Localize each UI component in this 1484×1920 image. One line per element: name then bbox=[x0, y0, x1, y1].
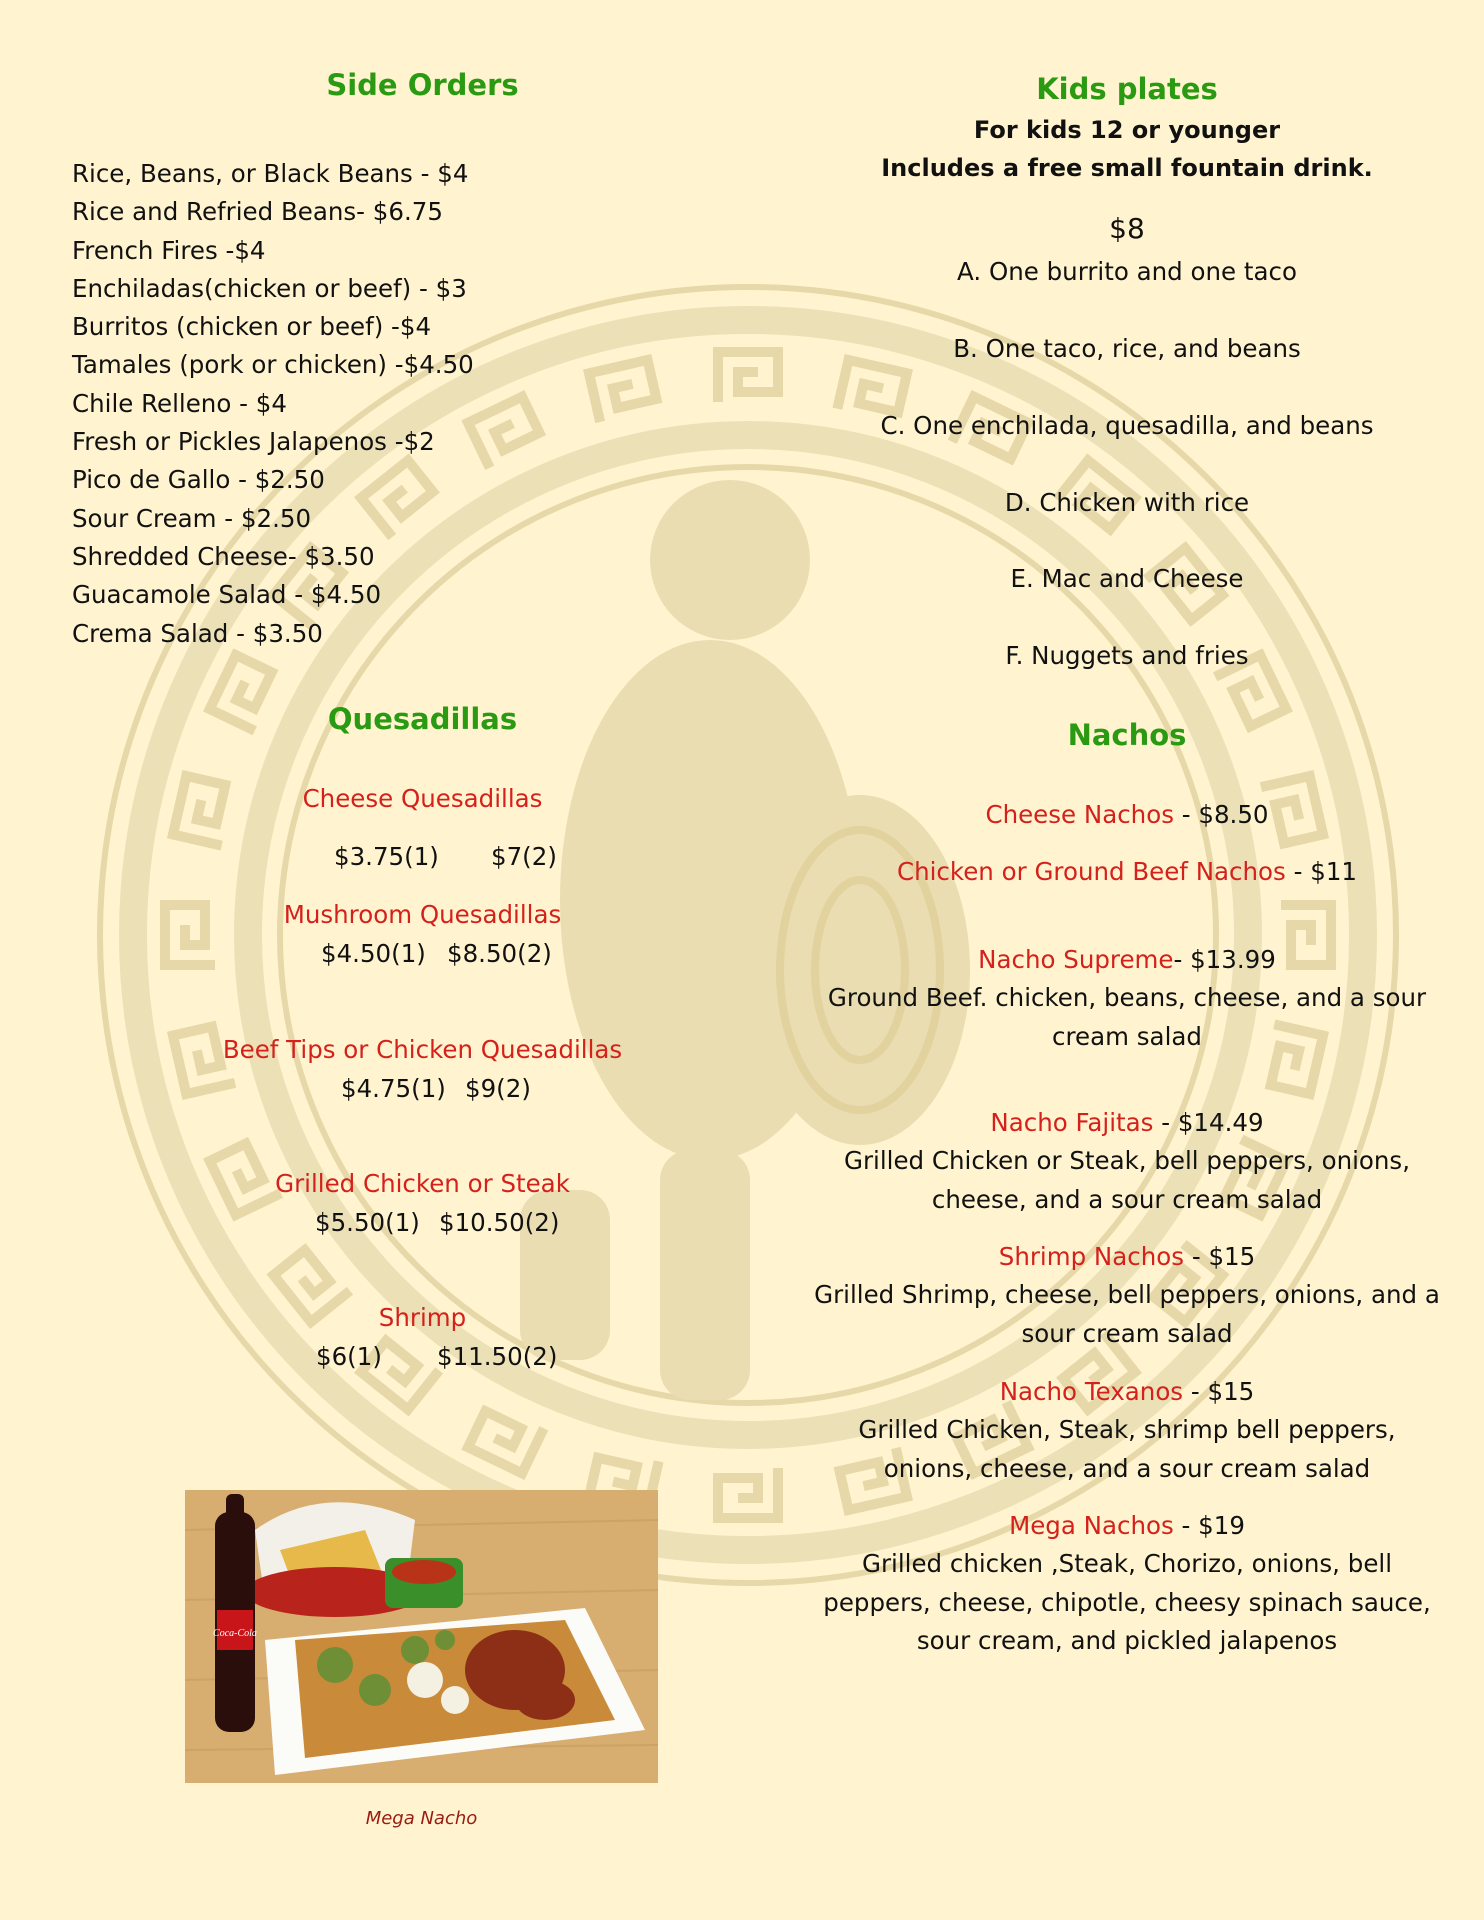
nacho-description: Ground Beef. chicken, beans, cheese, and a sour bbox=[827, 983, 1427, 1012]
nacho-price: - $15 bbox=[1183, 1377, 1255, 1406]
nacho-description: sour cream salad bbox=[1021, 1319, 1233, 1348]
quesadilla-price-double: $9(2) bbox=[465, 1074, 531, 1103]
nacho-item bbox=[812, 1108, 1442, 1137]
nacho-price: - $15 bbox=[1184, 1242, 1256, 1271]
nacho-item bbox=[812, 1511, 1442, 1540]
list-item: Chile Relleno - $4 bbox=[72, 388, 287, 418]
list-item: Fresh or Pickles Jalapenos -$2 bbox=[72, 427, 435, 457]
nacho-description: sour cream, and pickled jalapenos bbox=[916, 1626, 1338, 1655]
quesadillas-title: Quesadillas bbox=[327, 702, 518, 736]
list-item: Sour Cream - $2.50 bbox=[72, 503, 312, 533]
coca-cola-label: Coca-Cola bbox=[213, 1628, 257, 1639]
quesadilla-name: Beef Tips or Chicken Quesadillas bbox=[222, 1035, 623, 1064]
list-item: French Fires -$4 bbox=[72, 235, 266, 265]
nacho-description: Grilled chicken ,Steak, Chorizo, onions, bell bbox=[861, 1549, 1393, 1578]
nacho-price: - $8.50 bbox=[1173, 800, 1269, 829]
kids-age-note: For kids 12 or younger bbox=[973, 116, 1281, 144]
list-item: Shredded Cheese- $3.50 bbox=[72, 541, 375, 571]
kids-option: C. One enchilada, quesadilla, and beans bbox=[880, 411, 1374, 440]
quesadilla-name: Cheese Quesadillas bbox=[302, 784, 543, 813]
kids-option: E. Mac and Cheese bbox=[1010, 564, 1244, 593]
nacho-description: Grilled Chicken, Steak, shrimp bell peppers, bbox=[858, 1415, 1396, 1444]
kids-drink-note: Includes a free small fountain drink. bbox=[881, 154, 1373, 182]
photo-caption: Mega Nacho bbox=[365, 1808, 478, 1829]
list-item: Enchiladas(chicken or beef) - $3 bbox=[72, 273, 467, 303]
quesadilla-name: Grilled Chicken or Steak bbox=[275, 1169, 570, 1198]
quesadilla-price-single: $3.75(1) bbox=[334, 842, 439, 871]
list-item: Rice and Refried Beans- $6.75 bbox=[72, 197, 443, 227]
mega-nacho-photo bbox=[185, 1490, 658, 1783]
nacho-item bbox=[812, 1242, 1442, 1271]
kids-price: $8 bbox=[1109, 212, 1145, 245]
nacho-name: Nacho Supreme bbox=[978, 945, 1174, 974]
nacho-description: onions, cheese, and a sour cream salad bbox=[883, 1454, 1371, 1483]
nacho-name: Cheese Nachos bbox=[985, 800, 1174, 829]
kids-plates-title: Kids plates bbox=[1036, 72, 1218, 106]
quesadilla-name: Shrimp bbox=[378, 1303, 467, 1332]
nacho-item bbox=[812, 800, 1442, 829]
quesadilla-price-double: $8.50(2) bbox=[447, 939, 552, 968]
kids-option: F. Nuggets and fries bbox=[1005, 641, 1249, 670]
kids-option: A. One burrito and one taco bbox=[957, 257, 1297, 286]
quesadilla-price-single: $4.75(1) bbox=[341, 1074, 446, 1103]
nacho-description: Grilled Shrimp, cheese, bell peppers, onions, and a bbox=[814, 1280, 1440, 1309]
nacho-price: - $19 bbox=[1173, 1511, 1245, 1540]
quesadilla-name: Mushroom Quesadillas bbox=[283, 900, 562, 929]
list-item: Rice, Beans, or Black Beans - $4 bbox=[72, 159, 469, 188]
kids-option: D. Chicken with rice bbox=[1004, 488, 1250, 517]
nacho-price: - $11 bbox=[1285, 857, 1358, 886]
list-item: Guacamole Salad - $4.50 bbox=[72, 580, 382, 610]
nachos-title: Nachos bbox=[1067, 718, 1187, 752]
nacho-price: - $14.49 bbox=[1153, 1108, 1264, 1137]
quesadilla-price-double: $11.50(2) bbox=[437, 1342, 558, 1371]
quesadilla-price-double: $7(2) bbox=[491, 842, 557, 871]
quesadilla-price-double: $10.50(2) bbox=[439, 1208, 560, 1237]
quesadilla-price-single: $5.50(1) bbox=[315, 1208, 420, 1237]
list-item: Pico de Gallo - $2.50 bbox=[72, 465, 325, 495]
list-item: Crema Salad - $3.50 bbox=[72, 618, 323, 648]
nacho-name: Chicken or Ground Beef Nachos bbox=[896, 857, 1286, 886]
nacho-description: cheese, and a sour cream salad bbox=[931, 1185, 1323, 1214]
nacho-name: Mega Nachos bbox=[1009, 1511, 1174, 1540]
quesadilla-price-single: $6(1) bbox=[316, 1342, 382, 1371]
list-item: Burritos (chicken or beef) -$4 bbox=[72, 312, 432, 342]
quesadilla-price-single: $4.50(1) bbox=[321, 939, 426, 968]
list-item: Tamales (pork or chicken) -$4.50 bbox=[72, 350, 474, 380]
nacho-item bbox=[812, 857, 1442, 886]
kids-option: B. One taco, rice, and beans bbox=[953, 334, 1301, 363]
nacho-name: Nacho Texanos bbox=[999, 1377, 1184, 1406]
nacho-description: peppers, cheese, chipotle, cheesy spinach sauce, bbox=[823, 1588, 1431, 1617]
nacho-name: Nacho Fajitas bbox=[990, 1108, 1154, 1137]
nacho-item bbox=[812, 945, 1442, 974]
nacho-item bbox=[812, 1377, 1442, 1406]
side-orders-list bbox=[72, 155, 474, 653]
nacho-name: Shrimp Nachos bbox=[998, 1242, 1185, 1271]
nacho-description: cream salad bbox=[1052, 1022, 1202, 1051]
side-orders-title: Side Orders bbox=[326, 68, 519, 102]
nacho-description: Grilled Chicken or Steak, bell peppers, onions, bbox=[843, 1146, 1410, 1175]
nacho-price: - $13.99 bbox=[1173, 945, 1276, 974]
